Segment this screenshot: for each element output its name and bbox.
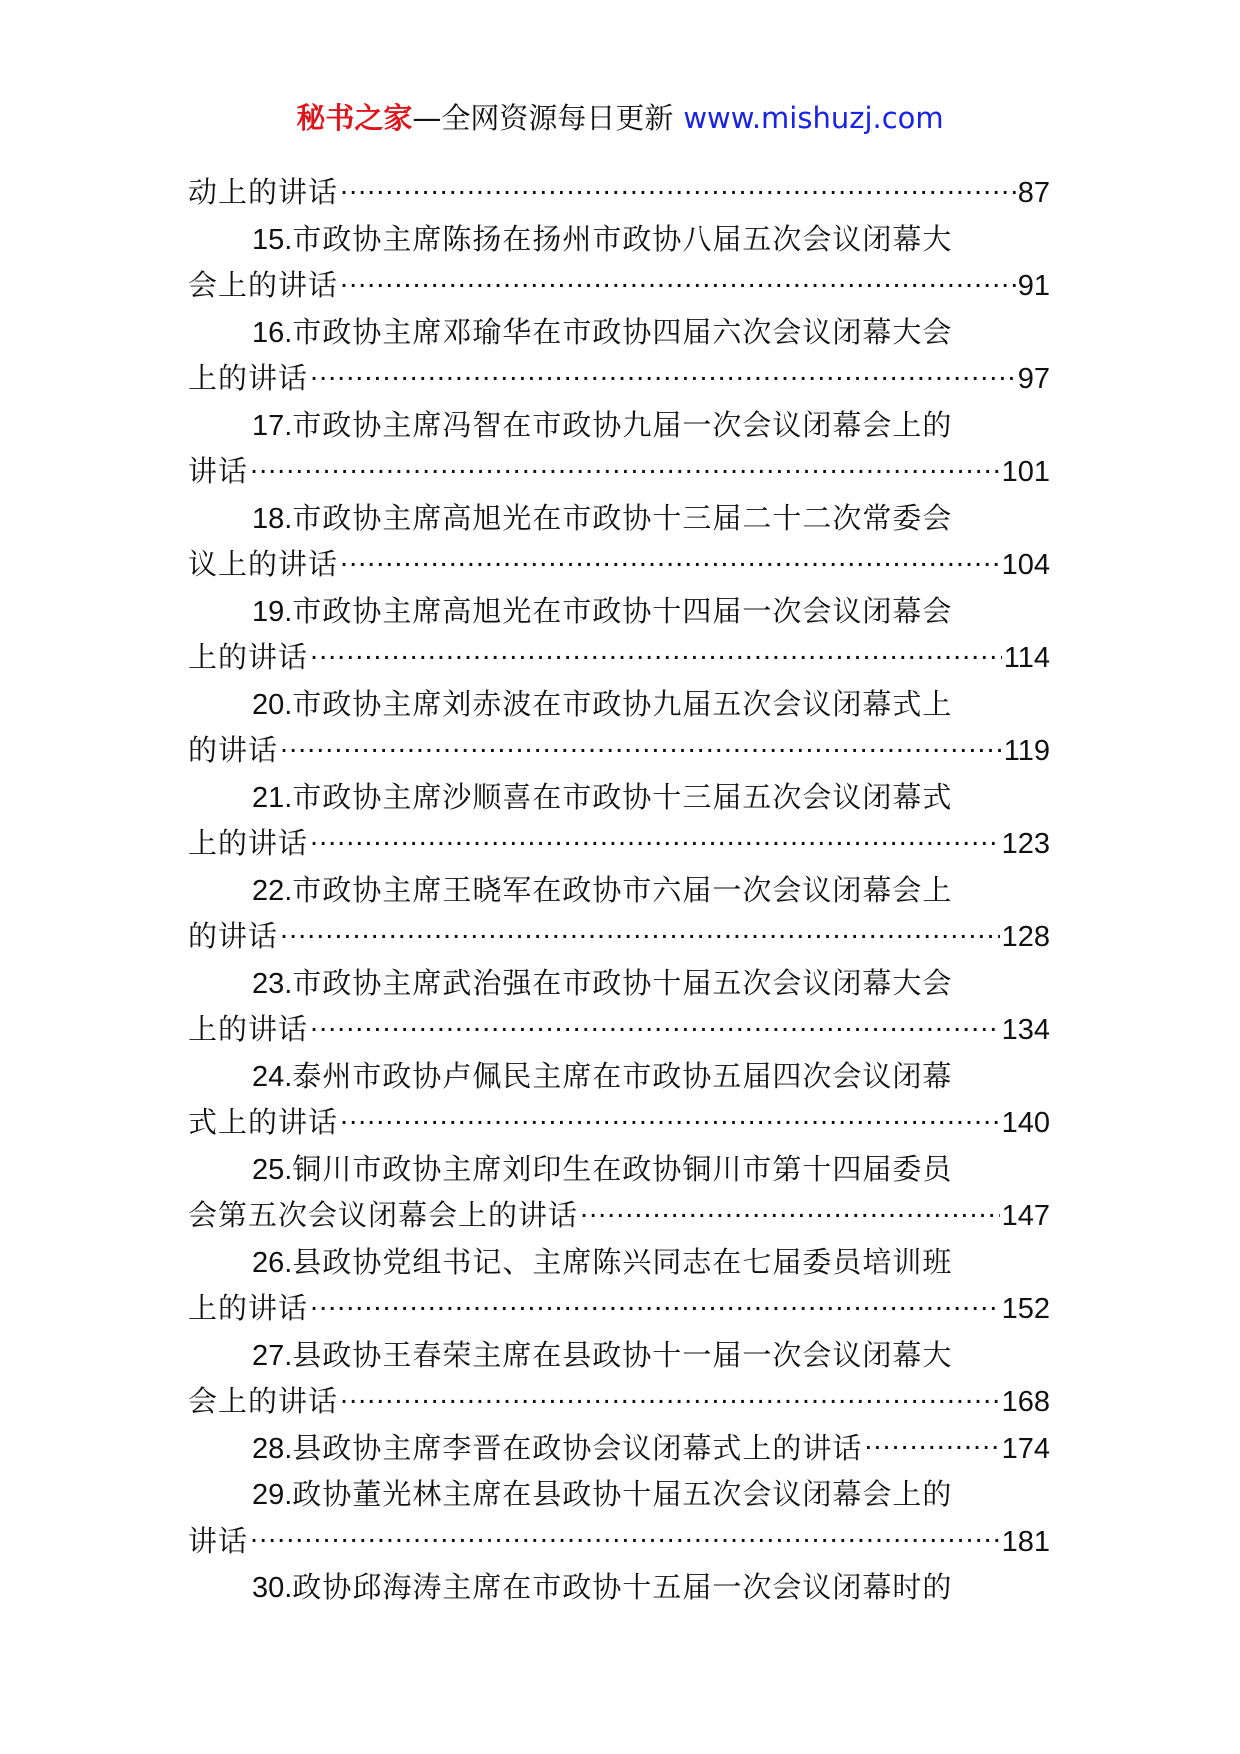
dot-leader (340, 1100, 1000, 1132)
toc-entry-title: 铜川市政协主席刘印生在政协铜川市第十四届委员 (292, 1151, 953, 1186)
header-tagline: —全网资源每日更新 (412, 101, 674, 135)
toc-entry[interactable] (188, 1472, 1050, 1565)
toc-entry-number: 19. (252, 595, 293, 628)
toc-entry[interactable] (188, 310, 1050, 403)
toc-entry-number: 24. (252, 1060, 293, 1093)
toc-entry[interactable] (188, 496, 1050, 589)
toc-entry-number: 15. (252, 223, 293, 256)
toc-page-number: 104 (1001, 549, 1050, 581)
toc-entry[interactable] (188, 403, 1050, 496)
toc-entry-title-cont: 上的讲话 (188, 1291, 309, 1325)
toc-entry-title-cont: 的讲话 (188, 733, 279, 767)
toc-entry-number: 23. (252, 967, 293, 1000)
toc-entry[interactable] (188, 682, 1050, 775)
toc-entry-title: 政协邱海涛主席在市政协十五届一次会议闭幕时的 (292, 1570, 953, 1604)
toc-entry-title: 市政协主席邓瑜华在市政协四届六次会议闭幕大会 (292, 314, 953, 349)
toc-page-number: 168 (1001, 1386, 1050, 1418)
brand-name: 秘书之家 (296, 101, 413, 135)
toc-entry-number: 21. (252, 781, 293, 814)
toc-entry[interactable] (188, 1565, 1050, 1612)
toc-entry-title: 县政协主席李晋在政协会议闭幕式上的讲话 (292, 1430, 863, 1465)
toc-entry-title: 市政协主席高旭光在市政协十三届二十二次常委会 (292, 500, 953, 535)
dot-leader (310, 1286, 1000, 1318)
dot-leader (310, 635, 1002, 667)
site-url-link[interactable]: www.mishuzj.com (683, 101, 944, 135)
dot-leader (280, 728, 1002, 760)
dot-leader (340, 542, 1000, 574)
toc-entry[interactable] (188, 1333, 1050, 1426)
toc-entry-number: 20. (252, 688, 293, 721)
toc-entry-title: 市政协主席冯智在市政协九届一次会议闭幕会上的 (292, 407, 953, 442)
toc-entry-title-cont: 上的讲话 (188, 640, 309, 674)
toc-entry-title-cont: 会第五次会议闭幕会上的讲话 (188, 1198, 579, 1232)
toc-entry-title: 市政协主席刘赤波在市政协九届五次会议闭幕式上 (292, 686, 953, 721)
toc-entry-number: 18. (252, 502, 293, 535)
toc-page-number: 123 (1001, 828, 1050, 860)
toc-entry[interactable] (188, 1147, 1050, 1240)
toc-entry[interactable] (188, 1240, 1050, 1333)
toc-entry[interactable] (188, 217, 1050, 310)
toc-page-number: 128 (1001, 921, 1050, 953)
toc-entry-number: 16. (252, 316, 293, 349)
toc-entry-title-cont: 的讲话 (188, 919, 279, 953)
toc-page-number: 119 (1003, 735, 1050, 767)
toc-entry-number: 17. (252, 409, 293, 442)
toc-entry[interactable] (188, 1426, 1050, 1473)
toc-page-number: 114 (1003, 642, 1050, 674)
dot-leader (250, 1519, 1000, 1551)
toc-entry-title: 市政协主席武治强在市政协十届五次会议闭幕大会 (292, 965, 953, 1000)
toc-entry-title-cont: 讲话 (188, 454, 249, 488)
toc-entry-number: 30. (252, 1572, 293, 1604)
toc-entry-title: 市政协主席高旭光在市政协十四届一次会议闭幕会 (292, 593, 953, 628)
toc-page-number: 134 (1001, 1014, 1050, 1046)
toc-entry-title: 县政协王春荣主席在县政协十一届一次会议闭幕大 (292, 1337, 953, 1372)
toc-page-number: 174 (1001, 1432, 1050, 1465)
toc-entry-title: 市政协主席王晓军在政协市六届一次会议闭幕会上 (292, 872, 953, 907)
dot-leader (340, 170, 1016, 202)
toc-entry[interactable] (188, 868, 1050, 961)
toc-entry-title: 市政协主席陈扬在扬州市政协八届五次会议闭幕大 (292, 221, 953, 256)
table-of-contents (188, 170, 1050, 1612)
toc-entry-number: 27. (252, 1339, 293, 1372)
toc-entry-title-cont: 上的讲话 (188, 826, 309, 860)
toc-entry-title-cont: 式上的讲话 (188, 1105, 339, 1139)
toc-page-number: 152 (1001, 1293, 1050, 1325)
toc-entry-title: 政协董光林主席在县政协十届五次会议闭幕会上的 (292, 1477, 953, 1511)
toc-entry[interactable] (188, 589, 1050, 682)
toc-page-number: 140 (1001, 1107, 1050, 1139)
toc-entry-title: 市政协主席沙顺喜在市政协十三届五次会议闭幕式 (292, 779, 953, 814)
toc-entry-title-cont: 会上的讲话 (188, 1384, 339, 1418)
dot-leader (310, 356, 1016, 388)
toc-entry-number: 28. (252, 1432, 293, 1465)
toc-entry-title: 县政协党组书记、主席陈兴同志在七届委员培训班 (292, 1244, 953, 1279)
toc-entry-title-cont: 讲话 (188, 1523, 249, 1558)
toc-page-number: 87 (1017, 177, 1050, 209)
toc-page-number: 101 (1001, 456, 1050, 488)
toc-entry-number: 22. (252, 874, 293, 907)
dot-leader (580, 1193, 1000, 1225)
toc-entry-title-cont: 会上的讲话 (188, 268, 339, 302)
toc-entry-title: 泰州市政协卢佩民主席在市政协五届四次会议闭幕 (292, 1058, 953, 1093)
toc-page-number: 147 (1001, 1200, 1050, 1232)
toc-entry-continued[interactable] (188, 170, 1050, 217)
dot-leader (864, 1426, 999, 1458)
toc-entry-title-cont: 议上的讲话 (188, 547, 339, 581)
toc-entry[interactable] (188, 961, 1050, 1054)
dot-leader (310, 1007, 1000, 1039)
dot-leader (310, 821, 1000, 853)
toc-entry-number: 25. (252, 1153, 293, 1186)
dot-leader (340, 1379, 1000, 1411)
toc-entry-title-cont: 上的讲话 (188, 1012, 309, 1046)
dot-leader (250, 449, 1000, 481)
toc-entry-title: 动上的讲话 (188, 175, 339, 209)
toc-entry-number: 26. (252, 1246, 293, 1279)
dot-leader (340, 263, 1016, 295)
toc-page-number: 97 (1017, 363, 1050, 395)
toc-entry-title-cont: 上的讲话 (188, 361, 309, 395)
toc-entry[interactable] (188, 775, 1050, 868)
toc-page-number: 91 (1017, 270, 1050, 302)
toc-entry-number: 29. (252, 1479, 293, 1511)
toc-page-number: 181 (1001, 1525, 1050, 1558)
site-header (0, 98, 1240, 138)
toc-entry[interactable] (188, 1054, 1050, 1147)
dot-leader (280, 914, 1000, 946)
